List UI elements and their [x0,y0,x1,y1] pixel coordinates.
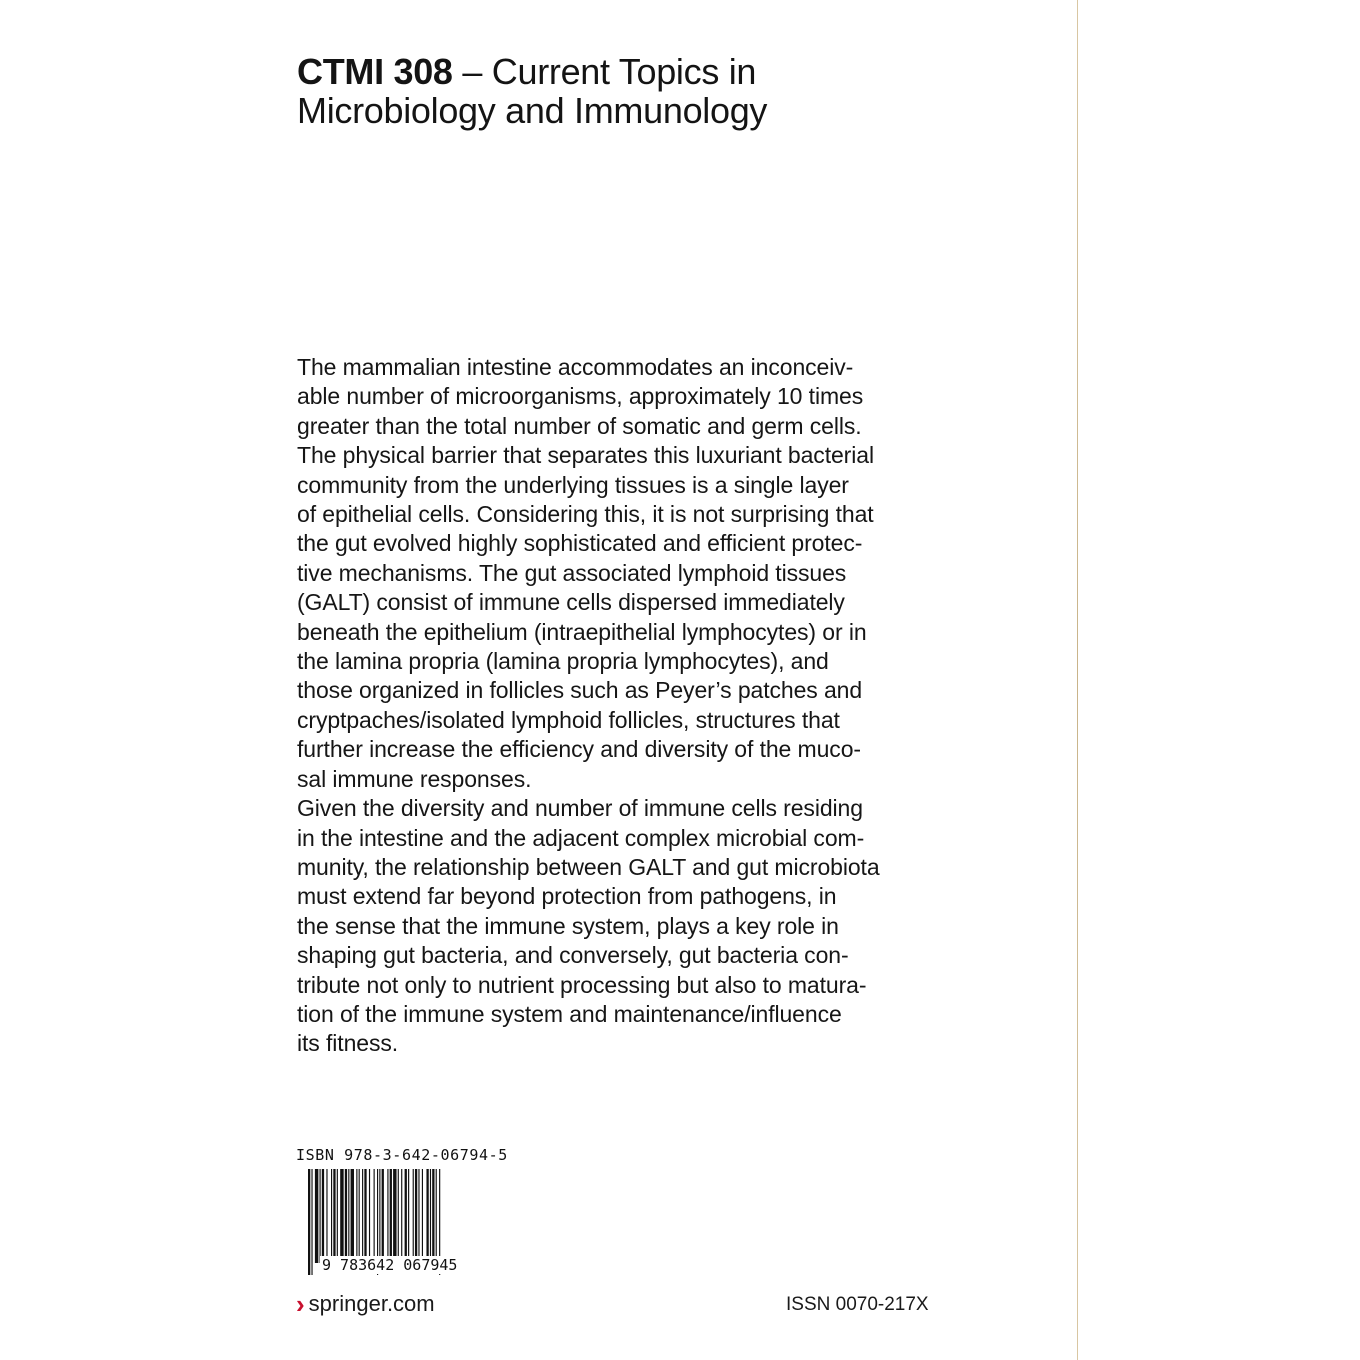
barcode-bar [374,1169,375,1263]
barcode-bar [418,1169,419,1263]
barcode-bar [322,1169,324,1263]
blurb-line: Given the diversity and number of immune cells residing [297,795,863,822]
barcode-bar [408,1169,409,1263]
blurb-line: the lamina propria (lamina propria lymphocytes), and [297,648,829,675]
barcode-bar [311,1169,312,1275]
barcode-bar [413,1169,414,1263]
barcode-bar [369,1169,370,1263]
barcode-bar [379,1169,380,1263]
isbn-label: ISBN 978-3-642-06794-5 [296,1146,508,1164]
barcode-bar [351,1169,354,1263]
barcode-bar [432,1169,434,1263]
series-title [297,52,1037,130]
blurb-line: the gut evolved highly sophisticated and efficient protec- [297,530,863,557]
series-code: CTMI 308 [297,51,453,92]
barcode-bar [337,1169,338,1263]
series-title-line2: Microbiology and Immunology [297,90,768,131]
barcode-bar [326,1169,327,1263]
blurb-line: beneath the epithelium (intraepithelial lymphocytes) or in [297,618,867,645]
barcode-bar [382,1169,384,1263]
barcode-bar [348,1169,349,1263]
blurb-line: of epithelial cells. Considering this, it is not surprising that [297,501,874,528]
barcode-bar [315,1169,318,1263]
barcode-bar [422,1169,423,1263]
barcode-bar [364,1169,366,1263]
issn-label: ISSN 0070-217X [786,1294,929,1315]
blurb-line: able number of microorganisms, approximately 10 times [297,383,864,410]
blurb-line: The physical barrier that separates this luxuriant bacterial [297,442,874,469]
blurb-line: further increase the efficiency and diversity of the muco- [297,736,861,763]
barcode-bar [340,1169,343,1263]
barcode-bar [345,1169,347,1263]
barcode-bar [401,1169,402,1263]
barcode-bar [362,1169,363,1263]
blurb-line: shaping gut bacteria, and conversely, gut bacteria con- [297,942,849,969]
blurb-line: those organized in follicles such as Peyer’s patches and [297,677,863,704]
barcode-bar [333,1169,335,1263]
barcode-bar [308,1169,310,1275]
blurb-line: must extend far beyond protection from pathogens, in [297,883,837,910]
barcode-bar [331,1169,332,1263]
blurb-line: greater than the total number of somatic and germ cells. [297,412,862,439]
barcode-bar [415,1169,417,1263]
barcode-digits: 9 783642 067945 [322,1256,458,1274]
barcode-bar [426,1169,428,1263]
blurb-line: the sense that the immune system, plays a key role in [297,912,839,939]
barcode-bar [390,1169,392,1263]
blurb-line: (GALT) consist of immune cells dispersed immediately [297,589,845,616]
publisher-site: springer.com [308,1291,435,1316]
blurb-text [297,353,957,1059]
barcode-bar [356,1169,357,1263]
series-title-rest: – Current Topics in [452,51,757,92]
blurb-line: community from the underlying tissues is a single layer [297,471,849,498]
barcode-bar [436,1169,437,1263]
barcode-bar [359,1169,360,1263]
blurb-line: tion of the immune system and maintenance/influence [297,1000,842,1027]
blurb-line: sal immune responses. [297,765,532,792]
publisher-link[interactable] [296,1291,435,1317]
spine-edge-line [1077,0,1078,1360]
barcode-bar [393,1169,396,1263]
chevron-right-icon: › [296,1289,305,1319]
blurb-line: cryptpaches/isolated lymphoid follicles, structures that [297,706,840,733]
barcode-bar [398,1169,399,1263]
blurb-line: in the intestine and the adjacent complex microbial com- [297,824,865,851]
barcode-bar [387,1169,388,1263]
barcode-bar [430,1169,431,1263]
blurb-line: tive mechanisms. The gut associated lymphoid tissues [297,559,847,586]
barcode-bar [405,1169,407,1263]
blurb-line: munity, the relationship between GALT and gut microbiota [297,853,880,880]
blurb-line: its fitness. [297,1030,399,1057]
blurb-line: tribute not only to nutrient processing but also to matura- [297,971,867,998]
barcode-bar [320,1169,321,1263]
blurb-line: The mammalian intestine accommodates an inconceiv- [297,354,854,380]
